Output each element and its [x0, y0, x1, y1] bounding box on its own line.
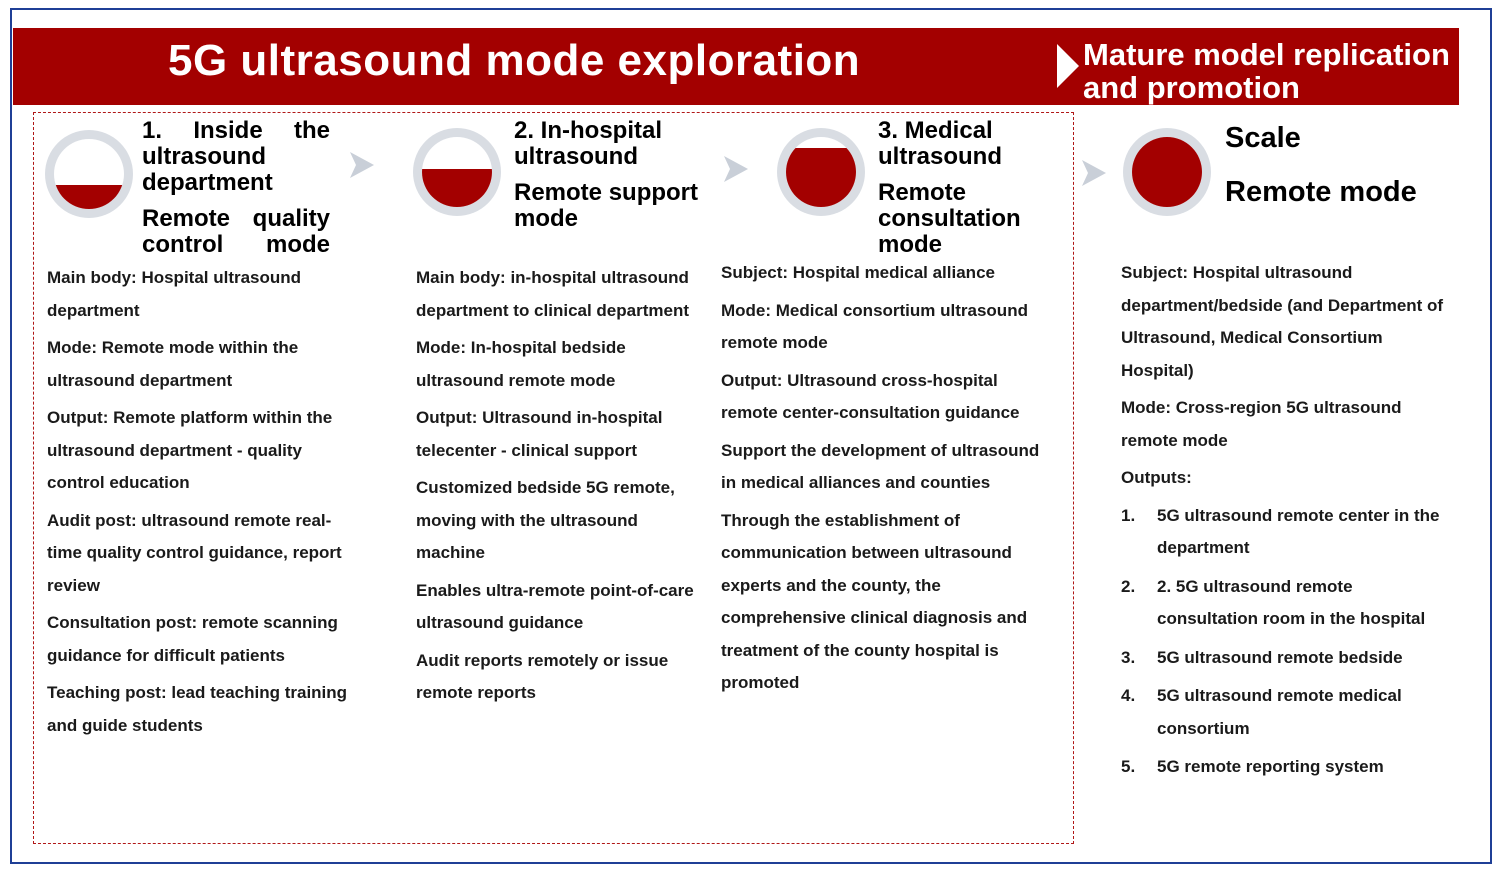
- column-2-title: 2. In-hospital ultrasound: [514, 117, 663, 170]
- column-3-heading: [878, 118, 1058, 258]
- column-1-title: 1. Inside the ultrasound department: [142, 117, 330, 196]
- column-4-title: Scale: [1225, 122, 1301, 154]
- list-item: Main body: in-hospital ultrasound department to clinical department: [416, 268, 689, 320]
- column-4-subtitle: Remote mode: [1225, 176, 1417, 208]
- list-item: Subject: Hospital ultrasound department/bedside (and Department of Ultrasound, Medical Consortium Hospital): [1121, 263, 1444, 380]
- list-item: Mode: Remote mode within the ultrasound department: [47, 338, 299, 390]
- column-4-body: [1121, 257, 1451, 790]
- list-item: Mode: In-hospital bedside ultrasound remote mode: [416, 338, 626, 390]
- column-1-subtitle: Remote quality control mode: [142, 205, 330, 258]
- column-3-title: 3. Medical ultrasound: [878, 117, 1002, 170]
- list-item: 1. 5G ultrasound remote center in the department: [1121, 505, 1440, 557]
- column-3-body: [721, 257, 1053, 705]
- progress-circle-icon-1: [45, 130, 133, 218]
- list-item: Audit reports remotely or issue remote reports: [416, 650, 669, 702]
- list-item: Through the establishment of communication between ultrasound experts and the county, the comprehensive clinical diagnosis and treatment of the county hospital is promoted: [721, 510, 1028, 692]
- outputs-list: [1121, 500, 1451, 784]
- progress-circle-icon-4: [1123, 128, 1211, 216]
- list-item: Mode: Cross-region 5G ultrasound remote mode: [1121, 398, 1402, 450]
- progress-fill: [786, 148, 856, 208]
- list-item: Customized bedside 5G remote, moving with the ultrasound machine: [416, 478, 675, 562]
- list-item: Output: Ultrasound cross-hospital remote center-consultation guidance: [721, 370, 1020, 422]
- list-item: Audit post: ultrasound remote real-time quality control guidance, report review: [47, 510, 342, 595]
- list-item: Support the development of ultrasound in medical alliances and counties: [721, 440, 1040, 492]
- column-1-body: [47, 262, 357, 747]
- progress-fill: [54, 185, 124, 210]
- list-item: Output: Ultrasound in-hospital telecenter - clinical support: [416, 408, 663, 460]
- column-3-subtitle: Remote consultation mode: [878, 179, 1021, 258]
- list-item: 3. 5G ultrasound remote bedside: [1121, 647, 1403, 667]
- chevron-right-icon: [1080, 158, 1108, 188]
- progress-circle-icon-3: [777, 128, 865, 216]
- list-item: Outputs:: [1121, 468, 1192, 487]
- column-2-subtitle: Remote support mode: [514, 179, 699, 232]
- list-item: Subject: Hospital medical alliance: [721, 263, 995, 282]
- list-item: 2. 2. 5G ultrasound remote consultation room in the hospital: [1121, 576, 1426, 628]
- list-item: Consultation post: remote scanning guidance for difficult patients: [47, 613, 338, 665]
- list-item: Teaching post: lead teaching training and guide students: [47, 683, 348, 735]
- banner-right-title: Mature model replication and promotion: [1083, 37, 1450, 105]
- progress-circle-icon-2: [413, 128, 501, 216]
- chevron-right-icon: [348, 150, 376, 180]
- list-item: Main body: Hospital ultrasound department: [47, 268, 302, 320]
- list-item: Mode: Medical consortium ultrasound remote mode: [721, 300, 1028, 352]
- column-4-heading: [1225, 122, 1465, 208]
- column-2-heading: [514, 118, 704, 232]
- list-item: 5. 5G remote reporting system: [1121, 757, 1384, 776]
- list-item: Output: Remote platform within the ultrasound department - quality control education: [47, 408, 333, 492]
- banner-title: 5G ultrasound mode exploration: [168, 36, 861, 85]
- chevron-right-icon: [722, 154, 750, 184]
- progress-fill: [422, 169, 492, 208]
- progress-fill: [1132, 137, 1202, 207]
- list-item: Enables ultra-remote point-of-care ultrasound guidance: [416, 580, 694, 632]
- list-item: 4. 5G ultrasound remote medical consortium: [1121, 686, 1402, 738]
- banner-arrow-icon: [1057, 44, 1079, 88]
- column-2-body: [416, 262, 708, 715]
- column-1-heading: [142, 118, 330, 258]
